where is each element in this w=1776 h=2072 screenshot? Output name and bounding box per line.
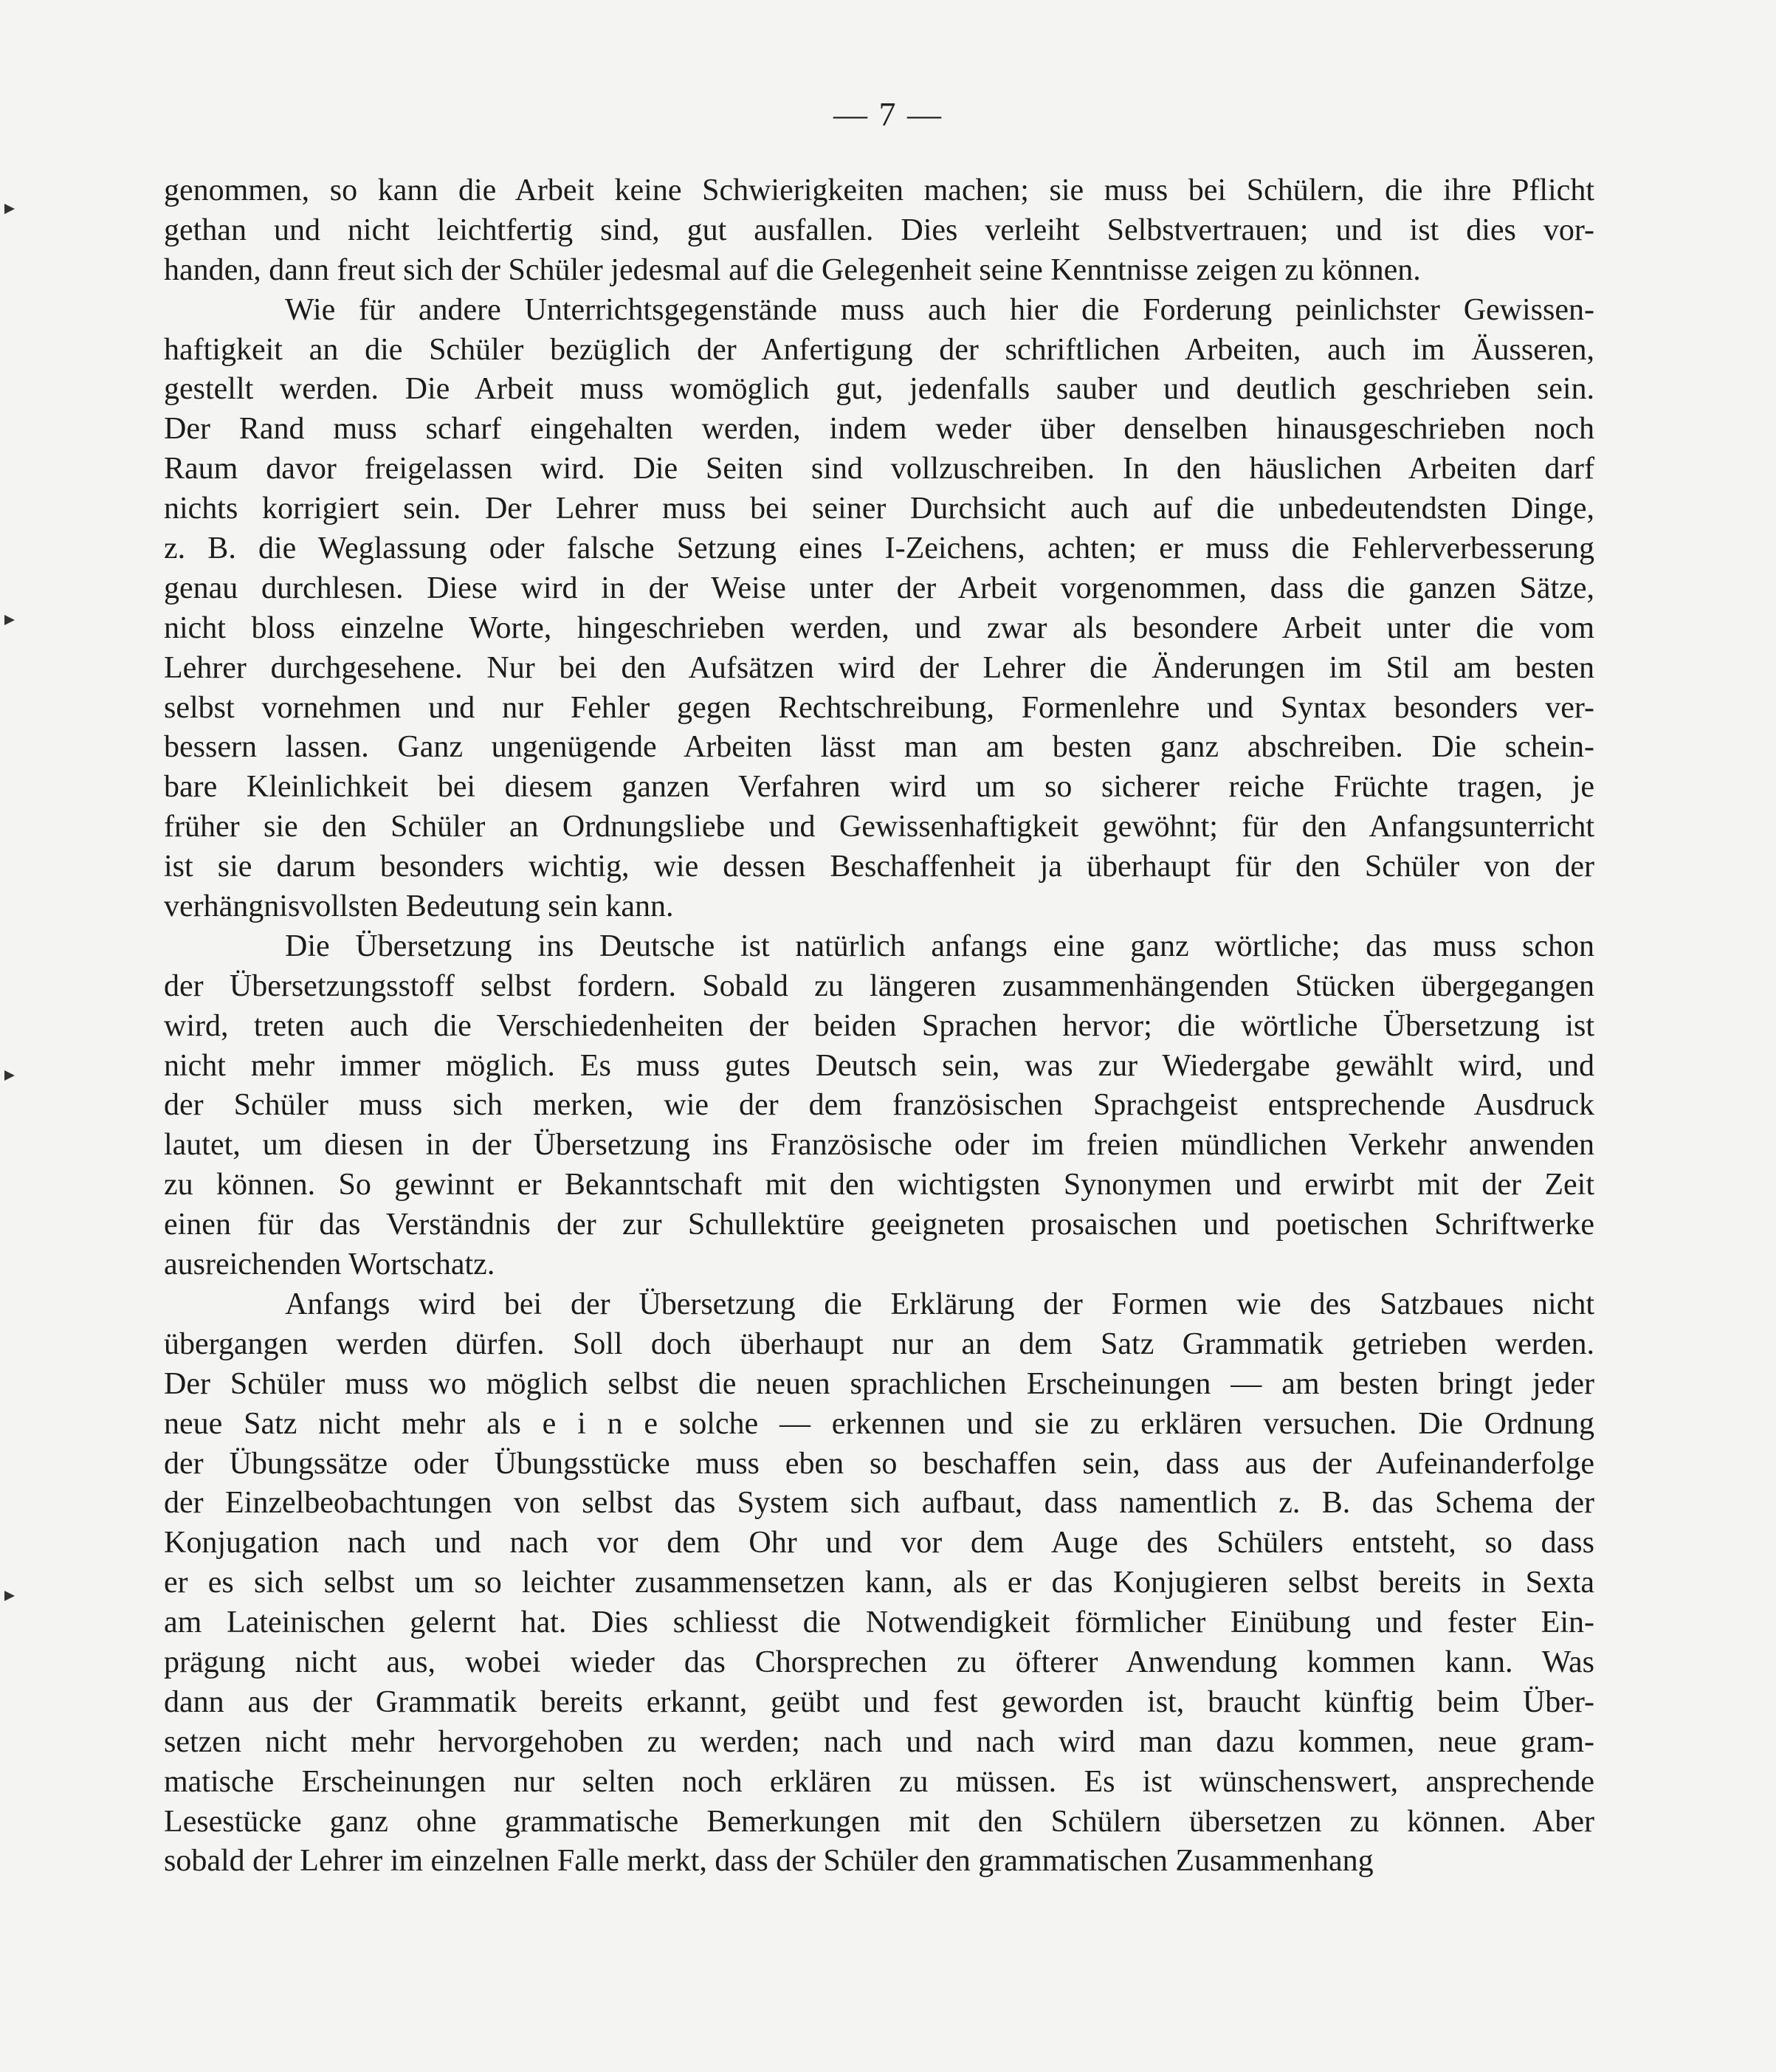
text-line: am Lateinischen gelernt hat. Dies schliesst die Notwendigkeit förmlicher Einübung und fester Ein- xyxy=(164,1605,1594,1640)
text-line: ist sie darum besonders wichtig, wie dessen Beschaffenheit ja überhaupt für den Schüler von der xyxy=(164,850,1594,884)
body-text xyxy=(164,171,1594,1882)
text-line: gethan und nicht leichtfertig sind, gut ausfallen. Dies verleiht Selbstvertrauen; und ist dies vor- xyxy=(164,213,1594,247)
text-line: der Einzelbeobachtungen von selbst das System sich aufbaut, dass namentlich z. B. das Schema der xyxy=(164,1486,1594,1521)
text-line: bessern lassen. Ganz ungenügende Arbeiten lässt man am besten ganz abschreiben. Die schein- xyxy=(164,730,1594,765)
text-line: lautet, um diesen in der Übersetzung ins Französische oder im freien mündlichen Verkehr anwenden xyxy=(164,1128,1594,1163)
text-line: Wie für andere Unterrichtsgegenstände muss auch hier die Forderung peinlichster Gewissen- xyxy=(285,292,1594,327)
text-line: genommen, so kann die Arbeit keine Schwierigkeiten machen; sie muss bei Schülern, die ihre Pflicht xyxy=(164,173,1594,207)
text-line: handen, dann freut sich der Schüler jedesmal auf die Gelegenheit seine Kenntnisse zeigen zu können. xyxy=(164,252,1421,287)
text-line: übergangen werden dürfen. Soll doch überhaupt nur an dem Satz Grammatik getrieben werden. xyxy=(164,1326,1594,1361)
text-line: der Schüler muss sich merken, wie der dem französischen Sprachgeist entsprechende Ausdruck xyxy=(164,1088,1594,1123)
text-line: Die Übersetzung ins Deutsche ist natürlich anfangs eine ganz wörtliche; das muss schon xyxy=(285,929,1594,963)
margin-arrow-icon xyxy=(4,204,15,214)
text-line: Raum davor freigelassen wird. Die Seiten sind vollzuschreiben. In den häuslichen Arbeiten darf xyxy=(164,452,1594,486)
text-line: wird, treten auch die Verschiedenheiten der beiden Sprachen hervor; die wörtliche Übersetzung ist xyxy=(164,1008,1594,1043)
text-line: z. B. die Weglassung oder falsche Setzung eines I-Zeichens, achten; er muss die Fehlerverbesserung xyxy=(164,531,1594,566)
margin-arrow-icon xyxy=(4,615,15,625)
text-line: genau durchlesen. Diese wird in der Weise unter der Arbeit vorgenommen, dass die ganzen Sätze, xyxy=(164,571,1594,605)
text-line: Der Rand muss scharf eingehalten werden, indem weder über denselben hinausgeschrieben noch xyxy=(164,412,1594,447)
paragraph xyxy=(164,1285,1594,1882)
text-line: zu können. So gewinnt er Bekanntschaft mit den wichtigsten Synonymen und erwirbt mit der Zeit xyxy=(164,1168,1594,1202)
text-line: nicht mehr immer möglich. Es muss gutes Deutsch sein, was zur Wiedergabe gewählt wird, und xyxy=(164,1048,1594,1083)
text-line: neue Satz nicht mehr als e i n e solche — erkennen und sie zu erklären versuchen. Die Ordnung xyxy=(164,1406,1594,1441)
text-line: Anfangs wird bei der Übersetzung die Erklärung der Formen wie des Satzbaues nicht xyxy=(285,1287,1594,1321)
text-line: Konjugation nach und nach vor dem Ohr und vor dem Auge des Schülers entsteht, so dass xyxy=(164,1526,1594,1560)
margin-arrow-icon xyxy=(4,1070,15,1081)
text-line: dann aus der Grammatik bereits erkannt, geübt und fest geworden ist, braucht künftig beim Über- xyxy=(164,1684,1594,1719)
paragraph xyxy=(164,291,1594,927)
text-line: gestellt werden. Die Arbeit muss womöglich gut, jedenfalls sauber und deutlich geschrieben sein. xyxy=(164,372,1594,407)
text-line: der Übungssätze oder Übungsstücke muss eben so beschaffen sein, dass aus der Aufeinanderfolge xyxy=(164,1446,1594,1481)
text-line: Lehrer durchgesehene. Nur bei den Aufsätzen wird der Lehrer die Änderungen im Stil am besten xyxy=(164,650,1594,685)
text-line: selbst vornehmen und nur Fehler gegen Rechtschreibung, Formenlehre und Syntax besonders ver- xyxy=(164,690,1594,725)
text-line: setzen nicht mehr hervorgehoben zu werden; nach und nach wird man dazu kommen, neue gram- xyxy=(164,1724,1594,1759)
page-number: — 7 — xyxy=(833,95,943,133)
text-line: nichts korrigiert sein. Der Lehrer muss bei seiner Durchsicht auch auf die unbedeutendsten Dinge, xyxy=(164,492,1594,526)
text-line: matische Erscheinungen nur selten noch erklären zu müssen. Es ist wünschenswert, ansprechende xyxy=(164,1764,1594,1799)
text-line: er es sich selbst um so leichter zusammensetzen kann, als er das Konjugieren selbst bereits in Sexta xyxy=(164,1566,1594,1600)
text-line: Lesestücke ganz ohne grammatische Bemerkungen mit den Schülern übersetzen zu können. Aber xyxy=(164,1804,1594,1839)
text-line: prägung nicht aus, wobei wieder das Chorsprechen zu öfterer Anwendung kommen kann. Was xyxy=(164,1645,1594,1679)
text-line: nicht bloss einzelne Worte, hingeschrieben werden, und zwar als besondere Arbeit unter die vom xyxy=(164,610,1594,645)
text-line: der Übersetzungsstoff selbst fordern. Sobald zu längeren zusammenhängenden Stücken übergegangen xyxy=(164,968,1594,1003)
paragraph xyxy=(164,171,1594,291)
text-line: haftigkeit an die Schüler bezüglich der Anfertigung der schriftlichen Arbeiten, auch im Äusseren, xyxy=(164,332,1594,367)
text-line: Der Schüler muss wo möglich selbst die neuen sprachlichen Erscheinungen — am besten bringt jeder xyxy=(164,1366,1594,1401)
text-line: ausreichenden Wortschatz. xyxy=(164,1247,495,1282)
text-line: sobald der Lehrer im einzelnen Falle merkt, dass der Schüler den grammatischen Zusammenhang xyxy=(164,1844,1374,1879)
text-line: bare Kleinlichkeit bei diesem ganzen Verfahren wird um so sicherer reiche Früchte tragen, je xyxy=(164,770,1594,805)
text-line: verhängnisvollsten Bedeutung sein kann. xyxy=(164,889,674,924)
text-line: einen für das Verständnis der zur Schullektüre geeigneten prosaischen und poetischen Schriftwerke xyxy=(164,1208,1594,1242)
text-line: früher sie den Schüler an Ordnungsliebe und Gewissenhaftigkeit gewöhnt; für den Anfangsunterricht xyxy=(164,810,1594,844)
margin-arrow-icon xyxy=(4,1591,15,1601)
paragraph xyxy=(164,927,1594,1285)
